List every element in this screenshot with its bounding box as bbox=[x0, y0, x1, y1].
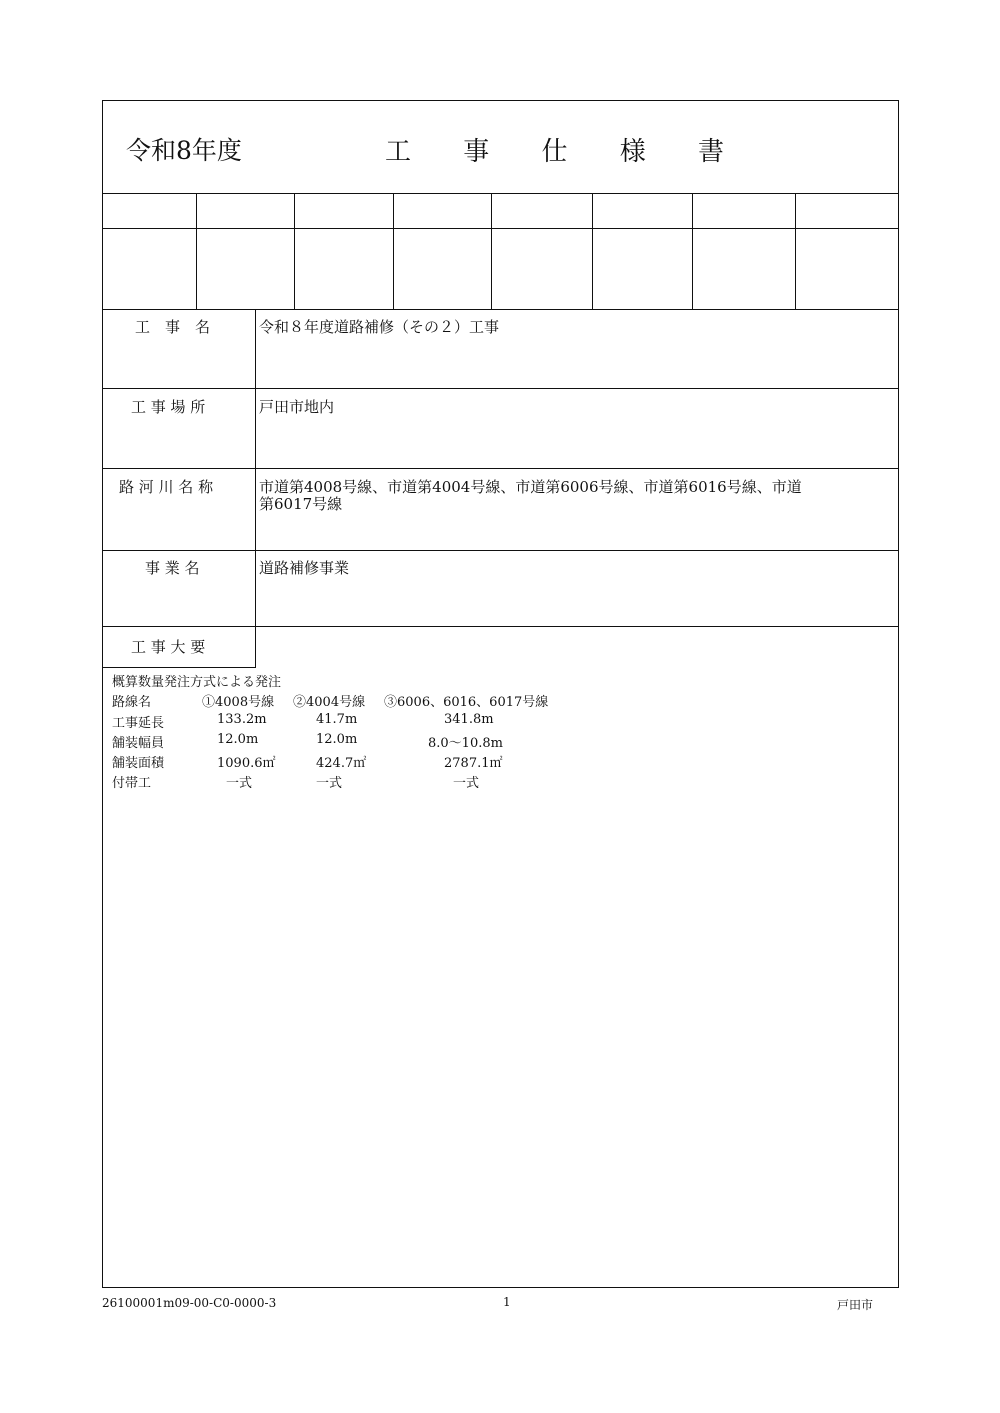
divider bbox=[102, 228, 899, 229]
summary-cell: 一式 bbox=[453, 776, 480, 791]
document-code: 26100001m09-00-C0-0000-3 bbox=[102, 1296, 277, 1310]
summary-intro: 概算数量発注方式による発注 bbox=[112, 675, 282, 690]
divider bbox=[102, 468, 899, 469]
summary-row-label: 舗装幅員 bbox=[112, 736, 165, 751]
label-column-divider bbox=[255, 309, 256, 668]
summary-cell: 424.7㎡ bbox=[316, 756, 367, 771]
label-project-name: 事 業 名 bbox=[145, 559, 200, 577]
divider bbox=[102, 626, 899, 627]
summary-cell: 12.0m bbox=[217, 732, 259, 747]
divider bbox=[102, 193, 899, 194]
summary-cell: 12.0m bbox=[316, 732, 358, 747]
label-construction-site: 工 事 場 所 bbox=[131, 398, 206, 416]
summary-cell: 一式 bbox=[316, 776, 343, 791]
approval-cell-divider bbox=[393, 193, 394, 309]
summary-cell: ②4004号線 bbox=[293, 695, 366, 710]
summary-cell: 133.2m bbox=[217, 712, 267, 727]
summary-cell: ①4008号線 bbox=[202, 695, 275, 710]
approval-cell-divider bbox=[491, 193, 492, 309]
divider bbox=[102, 388, 899, 389]
page-number: 1 bbox=[503, 1295, 511, 1309]
value-project-name: 道路補修事業 bbox=[259, 559, 350, 577]
approval-cell-divider bbox=[795, 193, 796, 309]
summary-row-label: 舗装面積 bbox=[112, 756, 165, 771]
label-construction-name: 工 事 名 bbox=[135, 318, 211, 336]
summary-cell: 1090.6㎡ bbox=[217, 756, 276, 771]
summary-cell: 8.0～10.8m bbox=[428, 736, 503, 751]
value-road-river-name-line2: 第6017号線 bbox=[259, 495, 343, 513]
label-road-river-name: 路 河 川 名 称 bbox=[119, 478, 214, 496]
summary-cell: 一式 bbox=[226, 776, 253, 791]
label-box-bottom bbox=[102, 667, 255, 668]
summary-cell: ③6006、6016、6017号線 bbox=[384, 695, 549, 710]
value-road-river-name-line1: 市道第4008号線、市道第4004号線、市道第6006号線、市道第6016号線、市道 bbox=[259, 478, 802, 496]
document-title: 工 事 仕 様 書 bbox=[385, 137, 747, 167]
value-construction-site: 戸田市地内 bbox=[259, 398, 335, 416]
divider bbox=[102, 550, 899, 551]
approval-cell-divider bbox=[196, 193, 197, 309]
label-construction-outline: 工 事 大 要 bbox=[131, 638, 206, 656]
summary-row-label: 工事延長 bbox=[112, 716, 165, 731]
summary-row-label: 路線名 bbox=[112, 695, 152, 710]
approval-cell-divider bbox=[294, 193, 295, 309]
approval-cell-divider bbox=[592, 193, 593, 309]
approval-cell-divider bbox=[692, 193, 693, 309]
fiscal-year: 令和8年度 bbox=[126, 136, 242, 165]
summary-cell: 2787.1㎡ bbox=[444, 756, 503, 771]
divider bbox=[102, 309, 899, 310]
issuer-name: 戸田市 bbox=[837, 1298, 874, 1312]
summary-row-label: 付帯工 bbox=[112, 776, 152, 791]
summary-cell: 41.7m bbox=[316, 712, 358, 727]
value-construction-name: 令和８年度道路補修（その２）工事 bbox=[259, 318, 500, 336]
summary-cell: 341.8m bbox=[444, 712, 494, 727]
